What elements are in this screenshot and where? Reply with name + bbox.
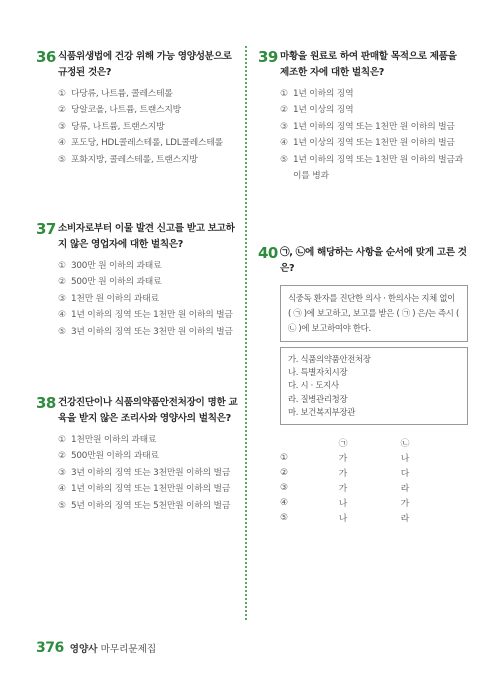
option-text: 당알코올, 나트륨, 트랜스지방 bbox=[71, 105, 181, 116]
option-mark: ③ bbox=[58, 121, 66, 132]
option-2[interactable] bbox=[58, 274, 240, 290]
answer-b: 라 bbox=[400, 484, 410, 495]
option-text: 1년 이상의 징역 또는 1천만 원 이하의 벌금 bbox=[293, 138, 455, 149]
option-3[interactable] bbox=[58, 291, 240, 307]
option-text: 5년 이하의 징역 또는 5천만원 이하의 벌금 bbox=[71, 500, 231, 511]
option-1[interactable] bbox=[58, 86, 240, 102]
option-1[interactable] bbox=[58, 258, 240, 274]
option-mark: ① bbox=[58, 435, 66, 445]
option-list bbox=[280, 86, 468, 184]
answer-a: 나 bbox=[338, 514, 348, 525]
question-text: 소비자로부터 이물 발견 신고를 받고 보고하지 않은 영업자에 대한 벌칙은? bbox=[58, 223, 235, 250]
option-mark: ② bbox=[58, 451, 66, 462]
option-text: 500만원 이하의 과태료 bbox=[71, 451, 159, 462]
option-mark: ① bbox=[280, 452, 288, 463]
option-text: 300만 원 이하의 과태료 bbox=[71, 261, 162, 271]
option-text: 포화지방, 콜레스테롤, 트랜스지방 bbox=[71, 154, 198, 165]
question-number: 39 bbox=[258, 48, 278, 66]
answer-a: 가 bbox=[338, 454, 348, 465]
option-mark: ② bbox=[58, 277, 66, 288]
answer-row-2[interactable] bbox=[280, 465, 436, 480]
answer-row-3[interactable] bbox=[280, 480, 436, 495]
option-list bbox=[58, 86, 240, 168]
question-39 bbox=[258, 48, 468, 184]
option-text: 1년 이하의 징역 또는 1천만 원 이하의 벌금과 이를 병과 bbox=[293, 154, 464, 182]
option-mark: ④ bbox=[280, 138, 288, 149]
question-number: 36 bbox=[36, 48, 56, 66]
option-text: 1천만 원 이하의 과태료 bbox=[71, 293, 159, 304]
option-text: 3년 이하의 징역 또는 3천만 원 이하의 벌금 bbox=[71, 326, 233, 337]
choice-da: 다. 시 · 도지사 bbox=[288, 380, 339, 391]
option-4[interactable] bbox=[58, 135, 240, 151]
answer-a: 가 bbox=[338, 469, 348, 480]
page-number: 376 bbox=[36, 640, 64, 656]
option-text: 다당류, 나트륨, 콜레스테롤 bbox=[71, 89, 173, 99]
question-37 bbox=[36, 220, 240, 340]
passage-box: 식중독 환자를 진단한 의사 · 한의사는 지체 없이 ( ㉠ )에 보고하고, 보고를 받은 ( ㉠ ) 은/는 즉시 ( ㉡ )에 보고하여야 한다. bbox=[280, 285, 468, 342]
option-text: 1년 이하의 징역 또는 1천만원 이하의 벌금 bbox=[71, 484, 231, 495]
option-mark: ② bbox=[280, 467, 288, 478]
question-text: ㉠, ㉡에 해당하는 사항을 순서에 맞게 고른 것은? bbox=[280, 247, 467, 274]
option-mark: ② bbox=[58, 105, 66, 116]
option-mark: ⑤ bbox=[58, 154, 66, 165]
question-text: 건강진단이나 식품의약품안전처장이 명한 교육을 받지 않은 조리사와 영양사의 벌칙은? bbox=[58, 397, 238, 424]
option-2[interactable] bbox=[58, 448, 240, 464]
answer-row-4[interactable] bbox=[280, 495, 436, 510]
answer-b: 가 bbox=[400, 499, 410, 510]
answer-header-row bbox=[280, 435, 436, 450]
column-divider bbox=[245, 46, 247, 620]
question-40 bbox=[258, 244, 468, 525]
option-1[interactable] bbox=[280, 86, 468, 102]
option-mark: ① bbox=[58, 261, 66, 271]
choice-na: 나. 특별자치시장 bbox=[288, 367, 348, 378]
option-mark: ⑤ bbox=[280, 512, 288, 523]
option-text: 1천만원 이하의 과태료 bbox=[71, 435, 157, 445]
answer-row-5[interactable] bbox=[280, 510, 436, 525]
option-mark: ③ bbox=[58, 467, 66, 478]
option-text: 1년 이하의 징역 또는 1천만 원 이하의 벌금 bbox=[71, 310, 233, 321]
option-5[interactable] bbox=[280, 152, 468, 185]
question-36 bbox=[36, 48, 240, 168]
option-list bbox=[58, 432, 240, 514]
answer-table bbox=[280, 435, 436, 525]
option-1[interactable] bbox=[58, 432, 240, 448]
option-mark: ⑤ bbox=[58, 326, 66, 337]
option-text: 500만 원 이하의 과태료 bbox=[71, 277, 162, 288]
option-4[interactable] bbox=[58, 307, 240, 323]
question-number: 40 bbox=[258, 244, 278, 262]
option-mark: ③ bbox=[280, 482, 288, 493]
choice-ra: 라. 질병관리청장 bbox=[288, 393, 348, 404]
option-text: 포도당, HDL콜레스테롤, LDL콜레스테롤 bbox=[71, 138, 223, 149]
option-mark: ② bbox=[280, 105, 288, 116]
option-list bbox=[58, 258, 240, 340]
answer-b: 라 bbox=[400, 514, 410, 525]
page-footer bbox=[36, 640, 156, 656]
choice-ma: 마. 보건복지부장관 bbox=[288, 406, 356, 417]
option-text: 3년 이하의 징역 또는 3천만원 이하의 벌금 bbox=[71, 467, 231, 478]
option-mark: ④ bbox=[280, 497, 288, 508]
option-text: 1년 이상의 징역 bbox=[293, 105, 354, 116]
option-text: 1년 이하의 징역 bbox=[293, 89, 354, 99]
question-number: 38 bbox=[36, 394, 56, 412]
choices-box bbox=[280, 347, 468, 425]
header-a: ㉠ bbox=[338, 439, 348, 450]
question-text: 식품위생법에 건강 위해 가능 영양성분으로 규정된 것은? bbox=[58, 51, 232, 78]
answer-row-1[interactable] bbox=[280, 450, 436, 465]
option-4[interactable] bbox=[58, 481, 240, 497]
book-title bbox=[70, 641, 156, 655]
option-4[interactable] bbox=[280, 135, 468, 151]
option-mark: ④ bbox=[58, 484, 66, 495]
answer-b: 다 bbox=[400, 469, 410, 480]
option-mark: ④ bbox=[58, 310, 66, 321]
option-3[interactable] bbox=[280, 119, 468, 135]
option-mark: ⑤ bbox=[280, 154, 288, 165]
option-mark: ① bbox=[58, 89, 66, 99]
option-mark: ④ bbox=[58, 138, 66, 149]
option-mark: ⑤ bbox=[58, 500, 66, 511]
option-2[interactable] bbox=[58, 102, 240, 118]
book-title-rest: 마무리문제집 bbox=[97, 644, 157, 655]
book-title-bold: 영양사 bbox=[69, 644, 98, 655]
question-text: 마황을 원료로 하여 판매할 목적으로 제품을 제조한 자에 대한 벌칙은? bbox=[280, 51, 457, 78]
question-number: 37 bbox=[36, 220, 56, 238]
option-3[interactable] bbox=[58, 119, 240, 135]
option-mark: ① bbox=[280, 89, 288, 99]
header-b: ㉡ bbox=[400, 439, 410, 450]
option-text: 당류, 나트륨, 트랜스지방 bbox=[71, 121, 165, 132]
option-mark: ③ bbox=[58, 293, 66, 304]
option-mark: ③ bbox=[280, 121, 288, 132]
option-2[interactable] bbox=[280, 102, 468, 118]
answer-a: 나 bbox=[338, 499, 348, 510]
choice-ga: 가. 식품의약품안전처장 bbox=[288, 354, 371, 364]
option-5[interactable] bbox=[58, 152, 240, 168]
question-38 bbox=[36, 394, 240, 514]
answer-b: 나 bbox=[400, 454, 410, 465]
option-text: 1년 이하의 징역 또는 1천만 원 이하의 벌금 bbox=[293, 121, 455, 132]
option-3[interactable] bbox=[58, 465, 240, 481]
answer-a: 가 bbox=[338, 484, 348, 495]
option-5[interactable] bbox=[58, 324, 240, 340]
option-5[interactable] bbox=[58, 498, 240, 514]
